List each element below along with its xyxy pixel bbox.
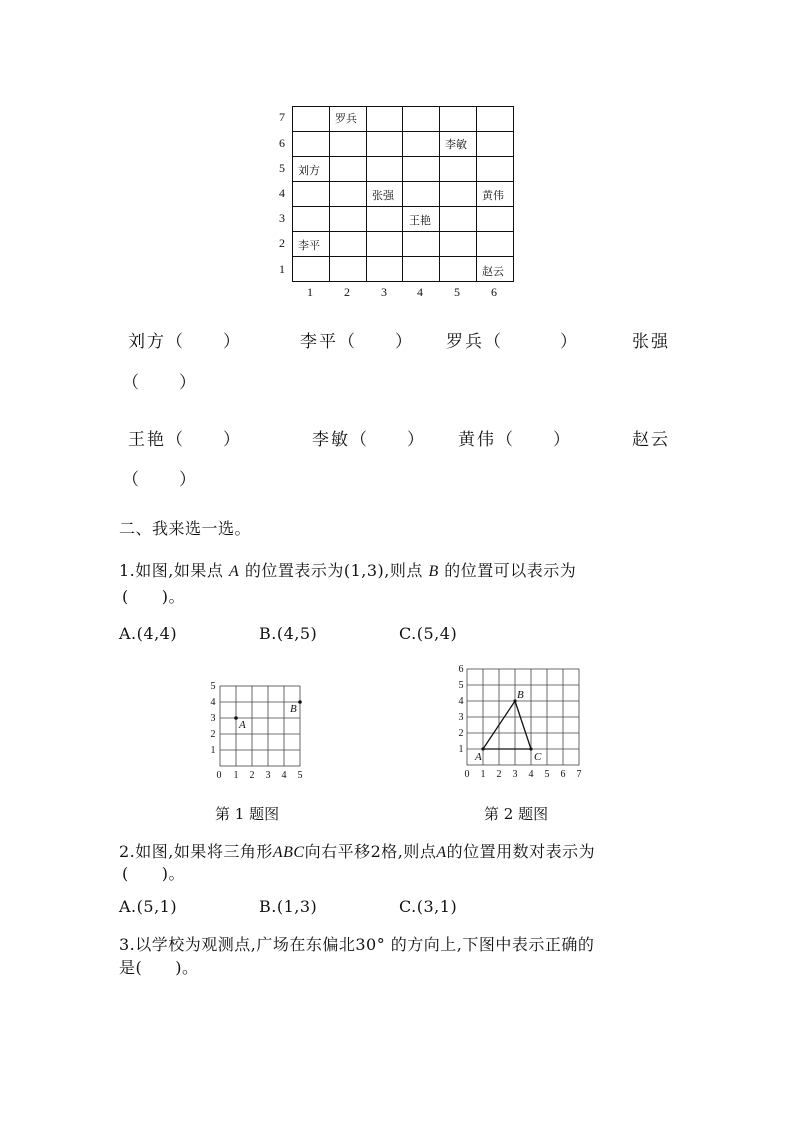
- figure-1: [200, 676, 315, 786]
- row-label-4: 4: [279, 186, 285, 200]
- fig2-x-tick: 2: [496, 769, 502, 780]
- question-3-line-1: 3.以学校为观测点,广场在东偏北30° 的方向上,下图中表示正确的: [119, 935, 595, 954]
- question-1-paren: ( )。: [122, 587, 185, 606]
- col-label-2: 2: [344, 285, 350, 299]
- row-label-3: 3: [279, 211, 285, 225]
- seat-name: 张强: [372, 189, 394, 202]
- figure-1-caption: 第 1 题图: [215, 805, 280, 823]
- row-label-1: 1: [279, 262, 285, 276]
- fig1-y-tick: 3: [210, 713, 216, 724]
- fig2-x-tick: 6: [560, 769, 566, 780]
- fig1-x-tick: 5: [297, 770, 303, 781]
- q1-option-c: C.(5,4): [399, 624, 458, 643]
- fig2-x-tick: 4: [528, 769, 534, 780]
- fig2-x-tick: 1: [480, 769, 486, 780]
- figure-2-caption: 第 2 题图: [484, 805, 549, 823]
- fig2-point-c: [529, 747, 532, 750]
- section-title: 二、我来选一选。: [119, 519, 252, 538]
- fig1-x-tick: 4: [281, 770, 287, 781]
- fig2-label-b: B: [517, 689, 524, 701]
- q2-option-c: C.(3,1): [399, 897, 458, 916]
- fig1-label-a: A: [239, 719, 246, 731]
- fig2-label-a: A: [475, 751, 482, 763]
- fig1-label-b: B: [290, 703, 297, 715]
- fig1-x-tick: 2: [249, 770, 255, 781]
- col-label-6: 6: [491, 285, 497, 299]
- fill-luobing: 罗兵（ ）: [446, 332, 579, 352]
- fig2-x-tick: 5: [544, 769, 550, 780]
- fig2-y-tick: 1: [458, 744, 464, 755]
- col-label-3: 3: [381, 285, 387, 299]
- figure-2: [452, 660, 592, 786]
- row-label-7: 7: [279, 110, 285, 124]
- fill-liping: 李平（ ）: [300, 332, 414, 352]
- question-3-line-2: 是( )。: [119, 958, 199, 977]
- col-label-1: 1: [307, 285, 313, 299]
- row-label-6: 6: [279, 136, 285, 150]
- fill-zhangqiang-paren: （ ）: [122, 373, 198, 393]
- fig2-y-tick: 3: [458, 712, 464, 723]
- fig2-triangle: [483, 701, 531, 749]
- seat-name: 李敏: [445, 138, 467, 151]
- seat-name: 罗兵: [335, 112, 357, 125]
- fill-limin: 李敏（ ）: [312, 430, 426, 450]
- seat-name: 王艳: [409, 214, 431, 227]
- fig2-y-tick: 5: [458, 680, 464, 691]
- fig2-x-tick: 7: [576, 769, 582, 780]
- row-label-5: 5: [279, 161, 285, 175]
- seat-name: 刘方: [298, 164, 320, 177]
- fill-zhaoyun: 赵云: [632, 430, 670, 450]
- fig1-x-tick: 0: [216, 770, 222, 781]
- fig2-x-tick: 3: [512, 769, 518, 780]
- seat-name: 李平: [298, 239, 320, 252]
- fig1-x-tick: 3: [265, 770, 271, 781]
- fill-liufang: 刘方（ ）: [128, 332, 242, 352]
- q2-option-b: B.(1,3): [259, 897, 318, 916]
- fig1-point-a: [234, 716, 238, 720]
- fill-huangwei: 黄伟（ ）: [458, 430, 572, 450]
- fig2-label-c: C: [534, 751, 542, 763]
- fig1-point-b: [298, 700, 302, 704]
- fig1-y-tick: 2: [210, 729, 216, 740]
- fig2-y-tick: 4: [458, 696, 464, 707]
- fill-zhangqiang: 张强: [632, 332, 670, 352]
- row-label-2: 2: [279, 236, 285, 250]
- fig2-point-a: [481, 747, 484, 750]
- fig2-y-tick: 6: [458, 664, 464, 675]
- q1-option-b: B.(4,5): [259, 624, 318, 643]
- fig1-y-tick: 1: [210, 745, 216, 756]
- q1-option-a: A.(4,4): [119, 624, 178, 643]
- fill-wangyan: 王艳（ ）: [128, 430, 242, 450]
- fill-zhaoyun-paren: （ ）: [122, 470, 198, 490]
- seat-name: 黄伟: [482, 189, 504, 202]
- seat-grid-lines: [292, 106, 514, 282]
- q2-option-a: A.(5,1): [119, 897, 178, 916]
- question-1: 1.如图,如果点 A 的位置表示为(1,3),则点 B 的位置可以表示为: [119, 561, 577, 580]
- seat-name: 赵云: [482, 265, 504, 278]
- question-2-paren: ( )。: [122, 864, 185, 883]
- fig1-y-tick: 5: [210, 681, 216, 692]
- fig2-y-tick: 2: [458, 728, 464, 739]
- fig1-y-tick: 4: [210, 697, 216, 708]
- col-label-4: 4: [417, 285, 423, 299]
- question-2: 2.如图,如果将三角形ABC向右平移2格,则点A的位置用数对表示为: [119, 842, 596, 861]
- fig1-x-tick: 1: [233, 770, 239, 781]
- fig2-x-tick: 0: [464, 769, 470, 780]
- col-label-5: 5: [454, 285, 460, 299]
